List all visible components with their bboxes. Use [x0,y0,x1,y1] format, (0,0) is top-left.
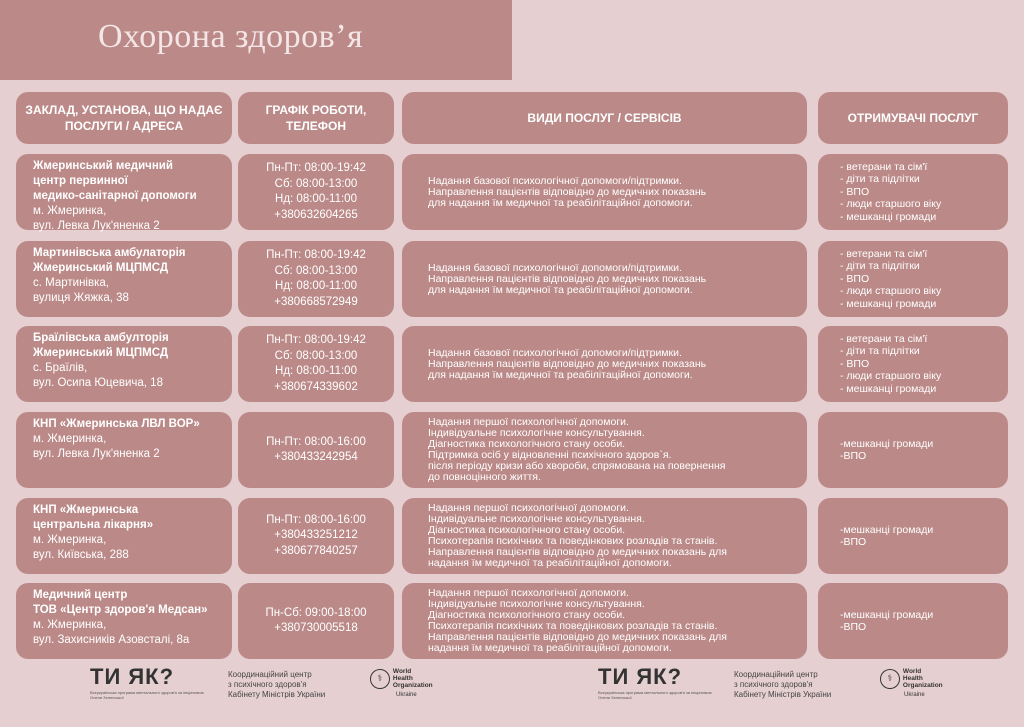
who-logo [880,668,943,689]
schedule-cell [238,412,394,488]
schedule-line: Пн-Пт: 08:00-16:00 [266,435,366,448]
schedule-line: Пн-Сб: 09:00-18:00 [265,606,367,619]
who-country: Ukraine [396,692,417,698]
recipient-line: - люди старшого віку [840,370,942,383]
institution-name: ТОВ «Центр здоров'я Медсан» [33,604,208,616]
service-line: Індивідуальне психологічне консультування. [428,427,645,439]
service-line: Підтримка осіб у відновленні психічного здоров`я. [428,449,672,461]
schedule-cell [238,154,394,230]
schedule-line: +380668572949 [274,295,358,308]
services-cell [402,498,807,574]
institution-name: Жмеринський МЦПМСД [33,262,169,274]
recipient-line: -ВПО [840,450,867,462]
recipients-cell [818,498,1008,574]
recipients-cell [818,412,1008,488]
who-emblem-icon: ⚕ [880,669,900,689]
institution-address: вул. Левка Лук'яненка 2 [33,220,160,232]
recipients-cell [818,154,1008,230]
coord-line: Кабінету Міністрів України [734,690,832,699]
service-line: Надання базової психологічної допомоги/підтримки. [428,261,682,274]
recipient-line: - мешканці громади [840,210,937,223]
service-line: Психотерапія психічних та поведінкових розладів та станів. [428,535,718,547]
institution-cell [16,583,232,659]
recipient-line: - ветерани та сім'ї [840,247,928,260]
service-line: Діагностика психологічного стану особи. [428,438,626,450]
service-line: Психотерапія психічних та поведінкових розладів та станів. [428,620,718,632]
who-name [393,668,433,689]
recipient-line: -мешканці громади [840,608,934,621]
header-services: ВИДИ ПОСЛУГ / СЕРВІСІВ [402,92,807,144]
institution-address: вулиця Жяжка, 38 [33,292,129,304]
coord-line: з психічного здоров'я [734,680,813,689]
service-line: Направлення пацієнтів відповідно до медичних показань для [428,546,727,558]
recipient-line: - діти та підлітки [840,260,920,273]
recipient-line: -ВПО [840,621,867,633]
schedule-line: Пн-Пт: 08:00-16:00 [266,513,366,526]
institution-name: Мартинівська амбулаторія [33,247,186,259]
service-line: Надання базової психологічної допомоги/підтримки. [428,346,682,359]
who-country: Ukraine [904,692,925,698]
service-line: Надання першої психологічної допомоги. [428,502,629,514]
service-line: після періоду кризи або хвороби, спрямована на повернення [428,460,726,472]
schedule-line: Нд: 08:00-11:00 [275,280,357,292]
who-line: Organization [392,682,433,689]
service-line: Направлення пацієнтів відповідно до медичних показань для [428,631,727,643]
institution-address: м. Жмеринка, [33,534,107,546]
schedule-cell [238,498,394,574]
institution-name: Браїлівська амбулторія [33,332,169,344]
schedule-line: Сб: 08:00-13:00 [274,264,358,277]
service-line: Надання першої психологічної допомоги. [428,416,629,428]
institution-address: с. Мартинівка, [33,277,109,289]
header-recipients: ОТРИМУВАЧІ ПОСЛУГ [818,92,1008,144]
recipient-line: - ВПО [840,357,870,370]
service-line: надання їм медичної та реабілітаційної допомоги. [428,557,672,569]
institution-cell [16,498,232,574]
institution-name: Медичний центр [33,589,128,601]
recipient-line: - мешканці громади [840,382,937,395]
service-line: Направлення пацієнтів відповідно до медичних показань [428,272,707,285]
service-line: Надання базової психологічної допомоги/підтримки. [428,174,682,187]
tiak-caption: Всеукраїнська програма ментального здоров'я за ініціативою Олени Зеленської [90,690,204,700]
institution-address: вул. Захисників Азовсталі, 8а [33,634,190,646]
service-line: Направлення пацієнтів відповідно до медичних показань [428,185,707,198]
service-line: Індивідуальне психологічне консультування. [428,598,645,610]
schedule-line: +380433242954 [274,451,358,463]
service-line: Діагностика психологічного стану особи. [428,609,626,621]
schedule-line: +380433251212 [274,529,358,542]
recipient-line: - мешканці громади [840,297,937,310]
recipients-cell [818,241,1008,317]
schedule-line: Сб: 08:00-13:00 [274,177,358,190]
page-title: Охорона здоров’я [98,18,364,55]
schedule-line: Сб: 08:00-13:00 [274,349,358,362]
schedule-line: +380730005518 [274,622,358,634]
service-line: Індивідуальне психологічне консультування. [428,513,645,525]
institution-cell [16,241,232,317]
who-line: Organization [902,682,943,689]
coord-center-text [734,670,831,700]
tiak-caption: Всеукраїнська програма ментального здоров'я за ініціативою Олени Зеленської [598,690,712,700]
recipient-line: - люди старшого віку [840,285,942,298]
institution-name: Жмеринський МЦПМСД [33,347,169,359]
institution-address: вул. Осипа Юцевича, 18 [33,377,163,389]
coord-line: Координаційний центр [228,670,312,679]
institution-cell [16,326,232,402]
who-name [903,668,943,689]
recipient-line: -ВПО [840,536,867,548]
recipients-cell [818,326,1008,402]
coord-line: Координаційний центр [734,670,818,679]
coord-line: Кабінету Міністрів України [228,690,326,699]
schedule-line: Пн-Пт: 08:00-19:42 [266,162,366,174]
schedule-line: +380674339602 [274,380,358,393]
institution-address: вул. Левка Лук'яненка 2 [33,448,160,460]
recipient-line: - діти та підлітки [840,345,920,358]
institution-name: центр первинної [33,175,128,187]
tiak-logo: ТИ ЯК? [598,664,683,689]
recipient-line: - ВПО [840,272,870,285]
recipient-line: - ветерани та сім'ї [840,332,928,345]
institution-name: медико-санітарної допомоги [33,190,197,202]
institution-address: вул. Київська, 288 [33,549,129,561]
recipient-line: - люди старшого віку [840,198,942,211]
schedule-cell [238,326,394,402]
header-schedule: ГРАФІК РОБОТИ, ТЕЛЕФОН [238,92,394,144]
service-line: для надання їм медичної та реабілітаційної допомоги. [428,196,693,209]
schedule-cell [238,241,394,317]
schedule-line: Пн-Пт: 08:00-19:42 [266,334,366,346]
service-line: Діагностика психологічного стану особи. [428,524,626,536]
recipient-line: -мешканці громади [840,523,934,536]
who-emblem-icon: ⚕ [370,669,390,689]
institution-name: КНП «Жмеринська ЛВЛ ВОР» [33,418,200,430]
institution-name: Жмеринський медичний [33,160,173,172]
service-line: Направлення пацієнтів відповідно до медичних показань [428,357,707,370]
recipient-line: - ВПО [840,185,870,198]
institution-address: м. Жмеринка, [33,205,107,217]
institution-name: КНП «Жмеринська [33,504,139,516]
institution-address: с. Браїлів, [33,362,88,374]
recipients-cell [818,583,1008,659]
who-line: World Health [902,668,923,682]
recipient-line: - діти та підлітки [840,173,920,186]
service-line: Надання першої психологічної допомоги. [428,587,629,599]
footer-right [598,664,943,704]
services-cell [402,326,807,402]
who-logo [370,668,433,689]
recipient-line: - ветерани та сім'ї [840,160,928,173]
service-line: надання їм медичної та реабілітаційної допомоги. [428,642,672,654]
coord-line: з психічного здоров'я [228,680,307,689]
header-institution: ЗАКЛАД, УСТАНОВА, ЩО НАДАЄ ПОСЛУГИ / АДРЕСА [16,92,232,144]
schedule-line: +380632604265 [274,208,358,221]
schedule-line: Нд: 08:00-11:00 [275,193,357,205]
services-cell [402,241,807,317]
schedule-line: +380677840257 [274,544,358,557]
tiak-logo: ТИ ЯК? [90,664,175,689]
who-line: World Health [392,668,413,682]
schedule-cell [238,583,394,659]
institution-name: центральна лікарня» [33,519,154,531]
institution-cell [16,154,232,230]
footer-left [90,664,433,704]
recipient-line: -мешканці громади [840,437,934,450]
title-banner [0,0,512,80]
schedule-line: Пн-Пт: 08:00-19:42 [266,249,366,261]
services-cell [402,583,807,659]
institution-address: м. Жмеринка, [33,433,107,445]
service-line: для надання їм медичної та реабілітаційної допомоги. [428,283,693,296]
services-cell [402,412,807,488]
service-line: для надання їм медичної та реабілітаційної допомоги. [428,368,693,381]
institution-address: м. Жмеринка, [33,619,107,631]
services-cell [402,154,807,230]
schedule-line: Нд: 08:00-11:00 [275,365,357,377]
coord-center-text [228,670,325,700]
service-line: до повноцінного життя. [428,471,541,483]
institution-cell [16,412,232,488]
